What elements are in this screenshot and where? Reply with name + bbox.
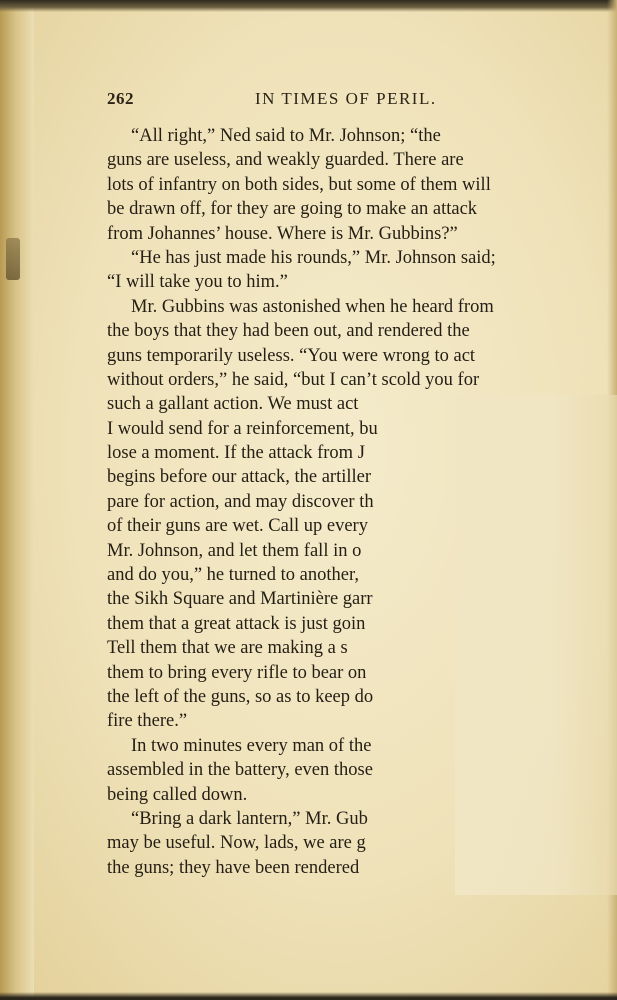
running-head: IN TIMES OF PERIL.	[255, 89, 437, 108]
top-edge-shadow	[0, 0, 617, 12]
page-gutter	[0, 0, 34, 1000]
text-line: the boys that they had been out, and rendered the	[107, 321, 470, 342]
text-line: Mr. Gubbins was astonished when he heard from	[131, 296, 494, 317]
page-header	[107, 89, 582, 111]
text-line: I would send for a reinforcement, bu	[107, 418, 378, 439]
text-line: “Bring a dark lantern,” Mr. Gub	[131, 808, 368, 829]
bottom-edge-shadow	[0, 992, 617, 1000]
text-line: guns temporarily useless. “You were wrong to act	[107, 345, 476, 366]
text-line: the left of the guns, so as to keep do	[107, 686, 374, 707]
text-line: pare for action, and may discover th	[107, 491, 374, 512]
text-line: them that a great attack is just goin	[107, 613, 366, 634]
text-line: In two minutes every man of the	[131, 735, 372, 756]
text-line: of their guns are wet. Call up every	[107, 516, 368, 537]
text-line: lots of infantry on both sides, but some of them will	[107, 174, 491, 195]
text-line: lose a moment. If the attack from J	[107, 443, 365, 464]
text-line: without orders,” he said, “but I can’t scold you for	[107, 369, 480, 390]
text-line: “All right,” Ned said to Mr. Johnson; “the	[131, 126, 441, 146]
text-line: “I will take you to him.”	[107, 272, 288, 293]
text-line: “He has just made his rounds,” Mr. Johnson said;	[131, 247, 496, 268]
text-line: be drawn off, for they are going to make an attack	[107, 199, 478, 220]
text-line: the guns; they have been rendered	[107, 857, 360, 878]
text-line: such a gallant action. We must act	[107, 394, 359, 415]
text-line: Mr. Johnson, and let them fall in o	[107, 540, 362, 561]
faded-text-region	[455, 395, 617, 895]
text-line: may be useful. Now, lads, we are g	[107, 833, 366, 854]
text-line: fire there.”	[107, 711, 188, 732]
text-line: Tell them that we are making a s	[107, 638, 348, 659]
text-line: from Johannes’ house. Where is Mr. Gubbins?”	[107, 223, 458, 244]
text-line: being called down.	[107, 784, 248, 805]
text-line: them to bring every rifle to bear on	[107, 662, 367, 683]
text-line: begins before our attack, the artiller	[107, 467, 372, 488]
text-line: the Sikh Square and Martinière garr	[107, 589, 373, 610]
page-number: 262	[107, 89, 134, 108]
text-line: and do you,” he turned to another,	[107, 565, 360, 586]
text-line: assembled in the battery, even those	[107, 760, 373, 781]
binding-mark	[6, 238, 20, 280]
text-line: guns are useless, and weakly guarded. There are	[107, 150, 464, 171]
